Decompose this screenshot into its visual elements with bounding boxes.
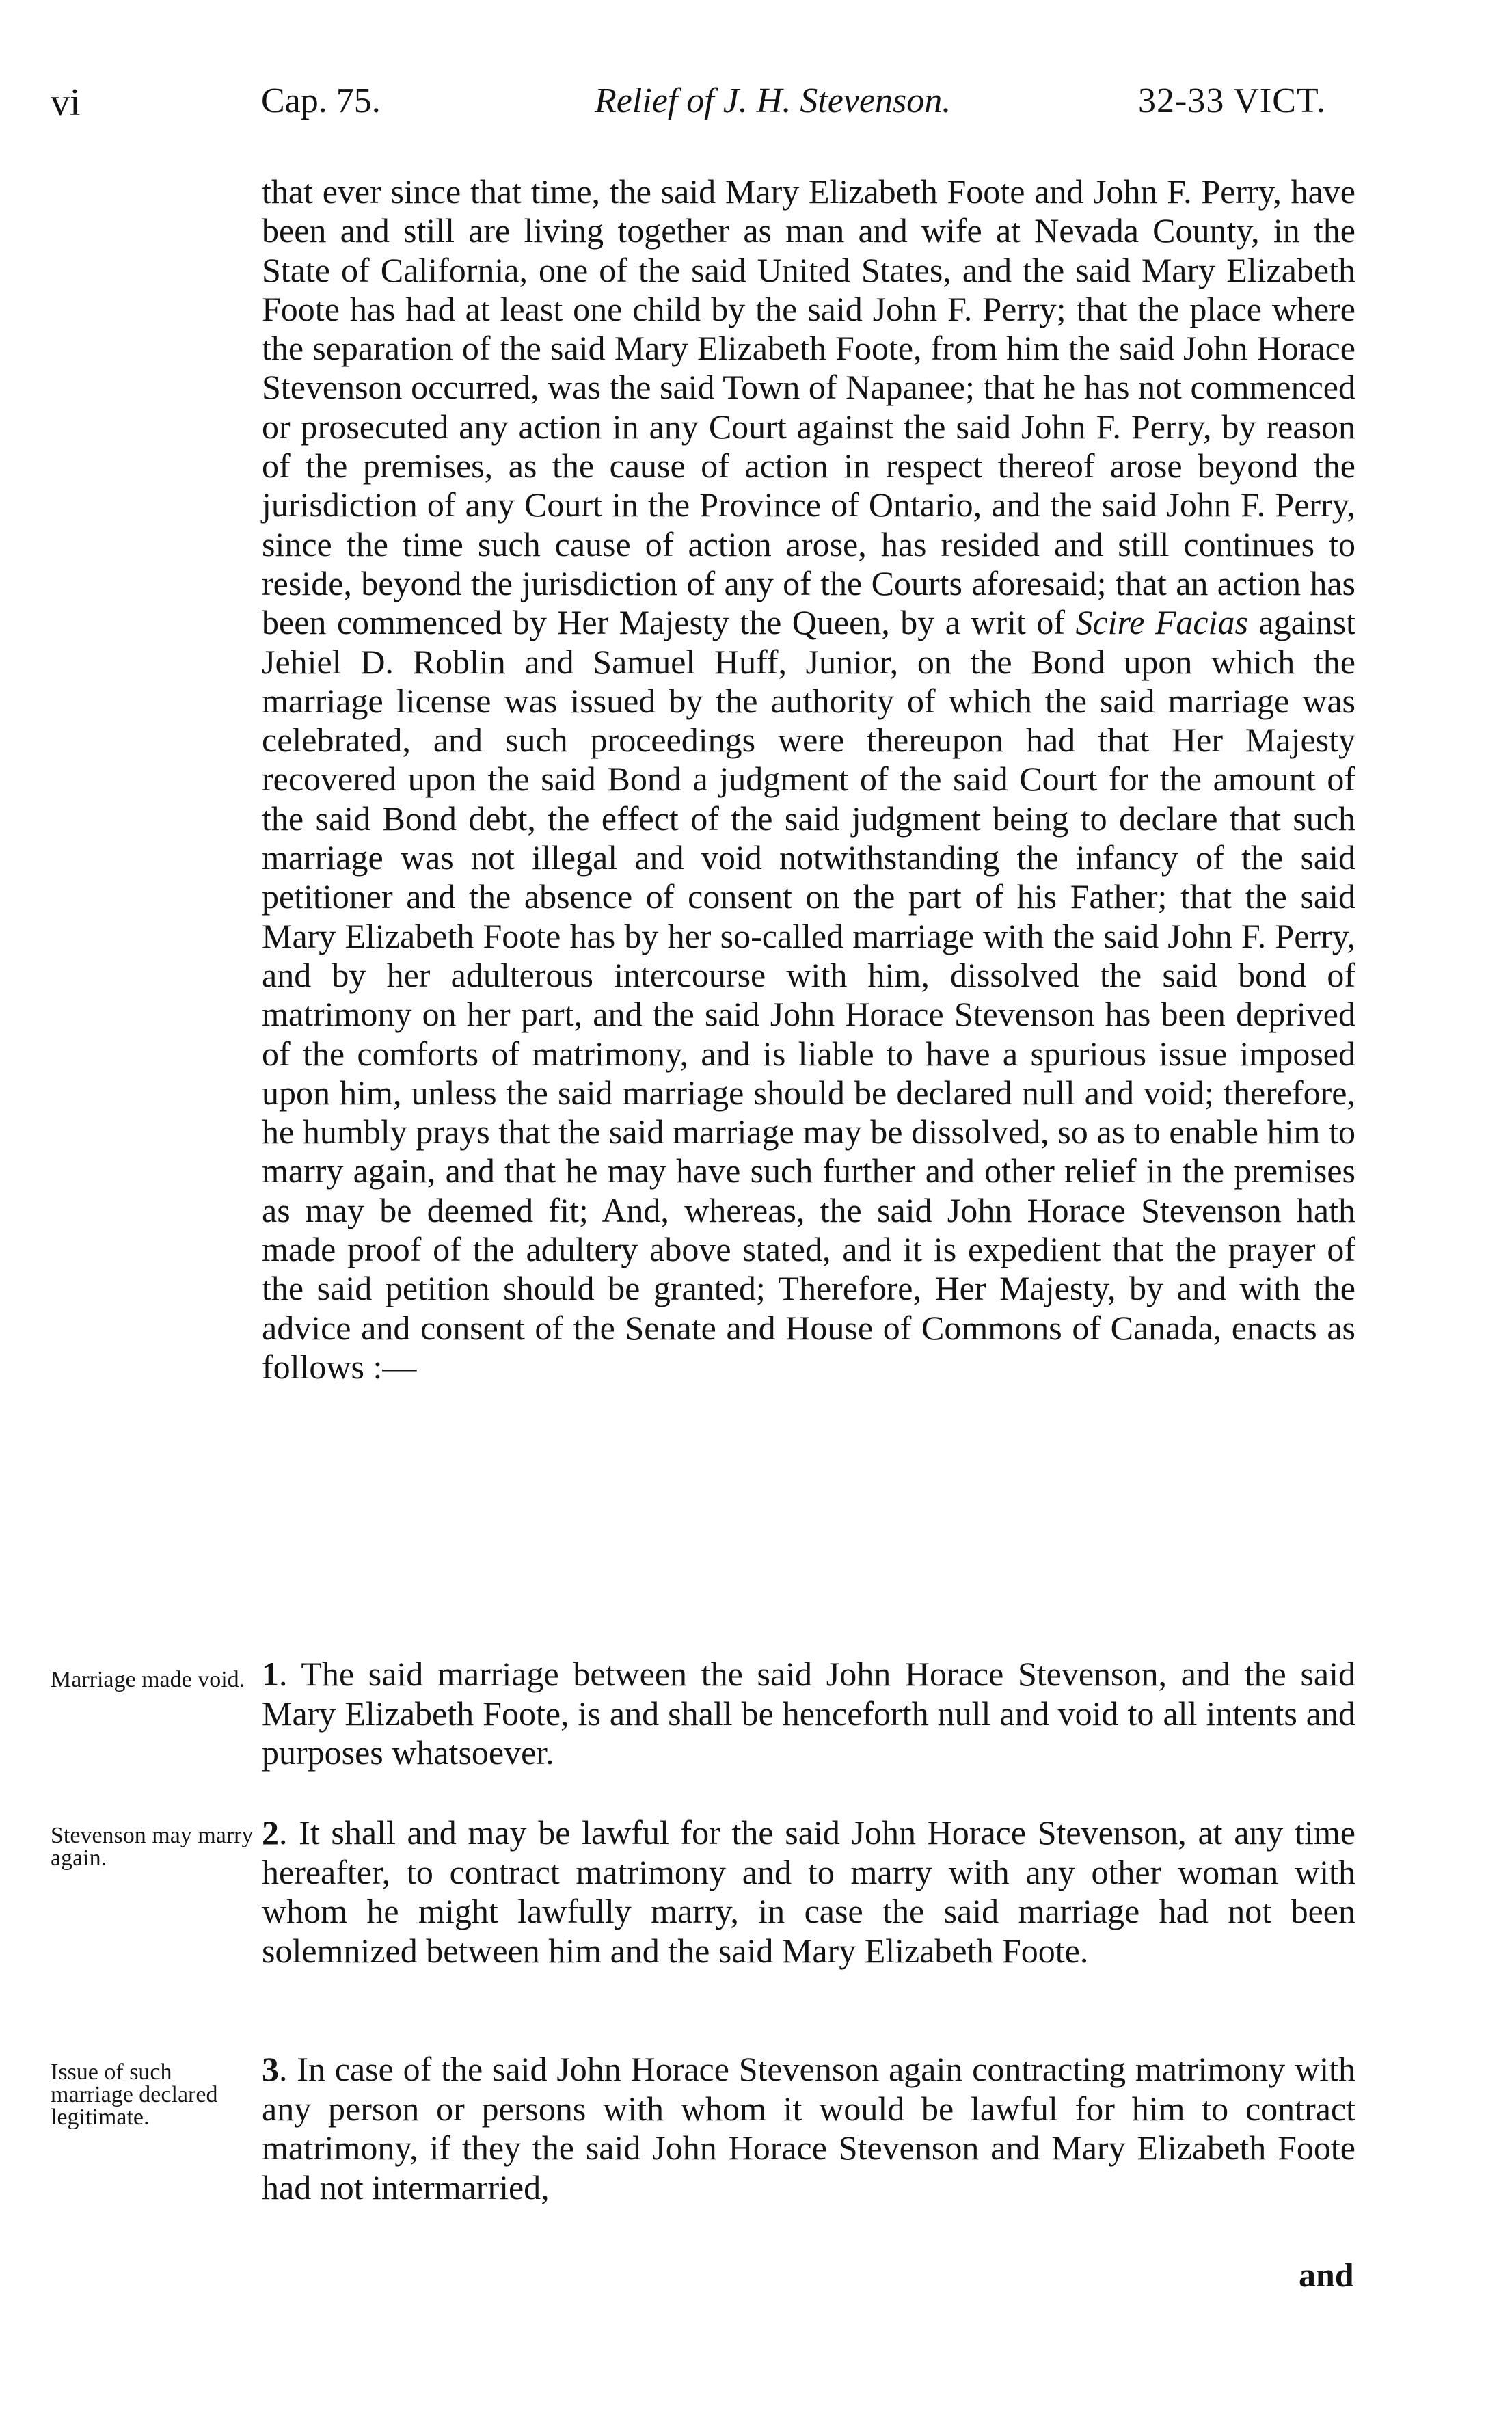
- preamble-paragraph: [262, 172, 1355, 1387]
- section-2: [262, 1813, 1355, 1971]
- running-title: Relief of J. H. Stevenson.: [595, 81, 951, 120]
- chapter-label: Cap. 75.: [261, 81, 381, 120]
- section-number: 3: [262, 2050, 279, 2088]
- margin-note-section-3: Issue of such marriage declared legitimate.: [51, 2059, 218, 2130]
- section-text: . It shall and may be lawful for the said John Horace Stevenson, at any time hereafter, to contract matrimony and to marry with any other woman with whom he might lawfully marry, in case the said marriage had not been solemnized between him and the said Mary Elizabeth Foote.: [262, 1813, 1355, 1970]
- section-number: 2: [262, 1813, 279, 1852]
- margin-note-section-1: Marriage made void.: [51, 1667, 245, 1692]
- section-text: . The said marriage between the said John Horace Stevenson, and the said Mary Elizabeth Foote, is and shall be henceforth null and void to all intents and purposes whatsoever.: [262, 1655, 1355, 1772]
- preamble-text-part-2: against Jehiel D. Roblin and Samuel Huff, Junior, on the Bond upon which the marriage license was issued by the authority of which the said marriage was celebrated, and such proceedings were thereupon had that Her Majesty recovered upon the said Bond a judgment of the said Court for the amount of the said Bond debt, the effect of the said judgment being to declare that such marriage was not illegal and void notwithstanding the infancy of the said petitioner and the absence of consent on the part of his Father; that the said Mary Elizabeth Foote has by her so-called marriage with the said John F. Perry, and by her adulterous intercourse with him, dissolved the said bond of matrimony on her part, and the said John Horace Stevenson has been deprived of the comforts of matrimony, and is liable to have a spurious issue imposed upon him, unless the said marriage should be declared null and void; therefore, he humbly prays that the said marriage may be dissolved, so as to enable him to marry again, and that he may have such further and other relief in the premises as may be deemed fit; And, whereas, the said John Horace Stevenson hath made proof of the adultery above stated, and it is expedient that the prayer of the said petition should be granted; Therefore, Her Majesty, by and with the advice and consent of the Senate and House of Commons of Canada, enacts as follows :—: [262, 603, 1356, 1386]
- section-number: 1: [262, 1655, 279, 1693]
- page-number: vi: [51, 81, 81, 124]
- italic-writ-name: Scire Facias: [1075, 603, 1248, 642]
- running-header: [0, 81, 1512, 135]
- section-3: [262, 2050, 1355, 2207]
- section-text: . In case of the said John Horace Stevenson again contracting matrimony with any person or persons with whom it would be lawful for him to contract matrimony, if they the said John Horace Stevenson and Mary Elizabeth Foote had not intermarried,: [262, 2050, 1355, 2206]
- preamble-text-part-1: that ever since that time, the said Mary Elizabeth Foote and John F. Perry, have been and still are living together as man and wife at Nevada County, in the State of California, one of the said United States, and the said Mary Elizabeth Foote has had at least one child by the said John F. Perry; that the place where the separation of the said Mary Elizabeth Foote, from him the said John Horace Stevenson occurred, was the said Town of Napanee; that he has not commenced or prosecuted any action in any Court against the said John F. Perry, by reason of the premises, as the cause of action in respect thereof arose beyond the jurisdiction of any Court in the Province of Ontario, and the said John F. Perry, since the time such cause of action arose, has resided and still continues to reside, beyond the jurisdiction of any of the Courts aforesaid; that an action has been commenced by Her Majesty the Queen, by a writ of: [262, 172, 1355, 642]
- section-1: [262, 1655, 1355, 1773]
- catchword: and: [1299, 2256, 1354, 2294]
- regnal-year: 32-33 VICT.: [1138, 81, 1326, 120]
- margin-note-section-2: Stevenson may marry again.: [51, 1823, 254, 1871]
